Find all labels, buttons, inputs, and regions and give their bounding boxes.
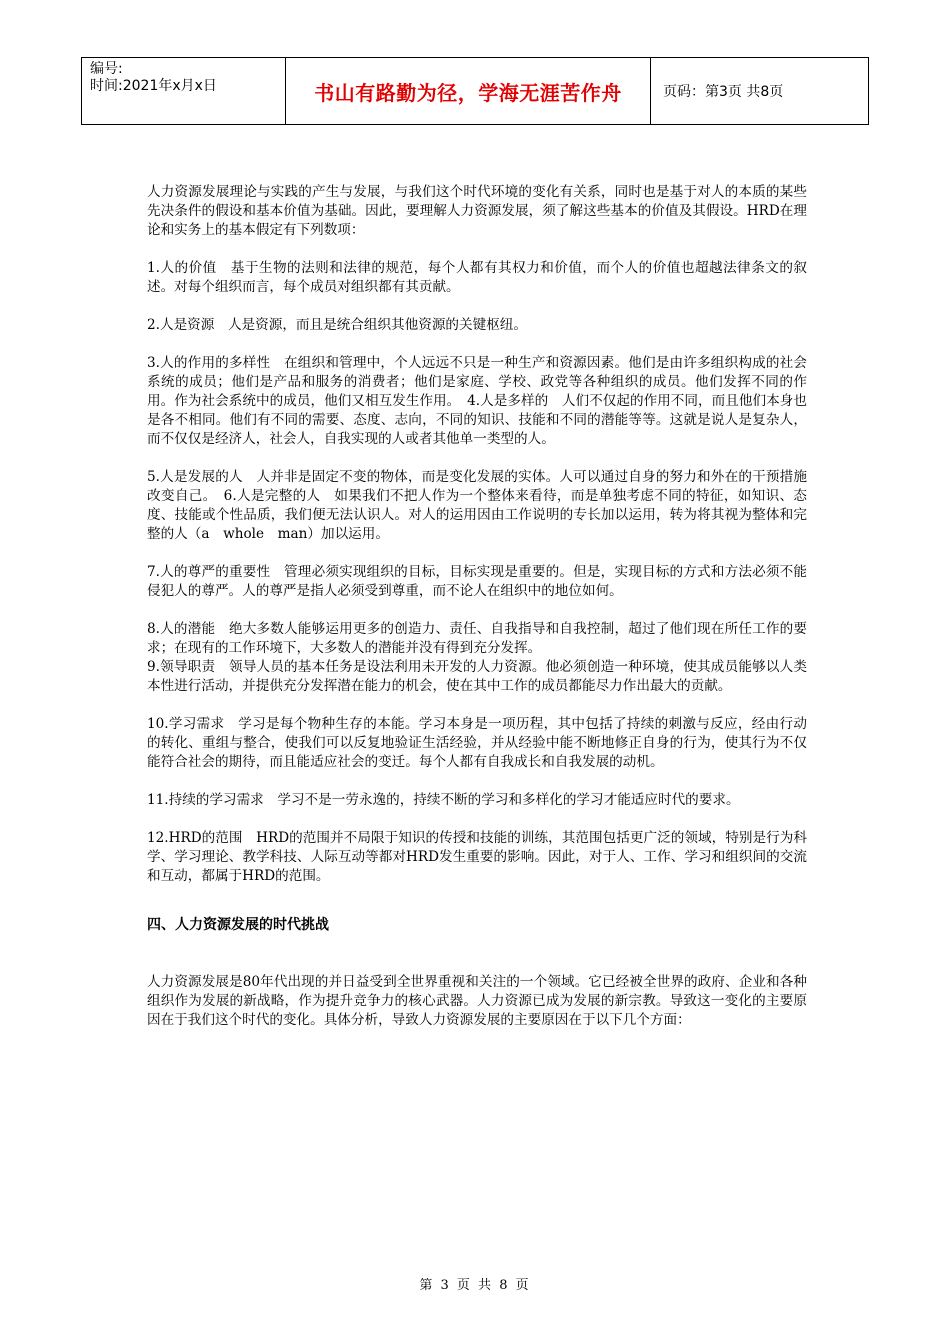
paragraph-item-1: 1.人的价值 基于生物的法则和法律的规范，每个人都有其权力和价值，而个人的价值也超越法律条文的叙述。对每个组织而言，每个成员对组织都有其贡献。 (147, 260, 807, 295)
paragraph-item-3-4: 3.人的作用的多样性 在组织和管理中，个人远远不只是一种生产和资源因素。他们是由许多组织构成的社会系统的成员；他们是产品和服务的消费者；他们是家庭、学校、政党等各种组织的成员。他们发挥不同的作用。作为社会系统中的成员，他们又相互发生作用。 4.人是多样的 人们不仅起的作用不同，而且他们本身也是各不相同。他们有不同的需要、态度、志向，不同的知识、技能和不同的潜能等等。这就是说人是复杂人，而不仅仅是经济人，社会人，自我实现的人或者其他单一类型的人。 (147, 355, 807, 447)
paragraph-item-12: 12.HRD的范围 HRD的范围并不局限于知识的传授和技能的训练，其范围包括更广泛的领域，特别是行为科学、学习理论、教学科技、人际互动等都对HRD发生重要的影响。因此，对于人、工作、学习和组织间的交流和互动，都属于HRD的范围。 (147, 830, 807, 884)
paragraph-intro: 人力资源发展理论与实践的产生与发展，与我们这个时代环境的变化有关系，同时也是基于对人的本质的某些先决条件的假设和基本价值为基础。因此，要理解人力资源发展，须了解这些基本的价值及其假设。HRD在理论和实务上的基本假定有下列数项： (147, 184, 807, 238)
paragraph-item-8: 8.人的潜能 绝大多数人能够运用更多的创造力、责任、自我指导和自我控制，超过了他们现在所任工作的要求；在现有的工作环境下，大多数人的潜能并没有得到充分发挥。 (147, 621, 807, 656)
paragraph-item-9: 9.领导职责 领导人员的基本任务是设法利用未开发的人力资源。他必须创造一种环境，使其成员能够以人类本性进行活动，并提供充分发挥潜在能力的机会，使在其中工作的成员都能尽力作出最大的贡献。 (147, 659, 807, 694)
header-meta (82, 58, 286, 124)
paragraph-item-10: 10.学习需求 学习是每个物种生存的本能。学习本身是一项历程，其中包括了持续的刺激与反应，经由行动的转化、重组与整合，使我们可以反复地验证生活经验，并从经验中能不断地修正自身的行为，使其行为不仅能符合社会的期待，而且能适应社会的变迁。每个人都有自我成长和自我发展的动机。 (147, 716, 807, 770)
paragraph-closing: 人力资源发展是80年代出现的并日益受到全世界重视和关注的一个领域。它已经被全世界的政府、企业和各种组织作为发展的新战略，作为提升竞争力的核心武器。人力资源已成为发展的新宗教。导致这一变化的主要原因在于我们这个时代的变化。具体分析，导致人力资源发展的主要原因在于以下几个方面： (147, 974, 807, 1028)
page-footer: 第 3 页 共 8 页 (419, 1278, 531, 1293)
header-motto: 书山有路勤为径，学海无涯苦作舟 (286, 58, 651, 124)
document-number-label: 编号: (90, 61, 123, 77)
section-heading: 四、人力资源发展的时代挑战 (147, 917, 329, 933)
paragraph-item-7: 7.人的尊严的重要性 管理必须实现组织的目标，目标实现是重要的。但是，实现目标的方式和方法必须不能侵犯人的尊严。人的尊严是指人必须受到尊重，而不论人在组织中的地位如何。 (147, 564, 807, 599)
header-page-info: 页码：第3页 共8页 (663, 84, 784, 100)
document-date: 时间:2021年x月x日 (90, 78, 217, 94)
document-body (147, 183, 807, 1049)
paragraph-item-2: 2.人是资源 人是资源，而且是统合组织其他资源的关键枢纽。 (147, 317, 527, 333)
paragraph-item-5-6: 5.人是发展的人 人并非是固定不变的物体，而是变化发展的实体。人可以通过自身的努力和外在的干预措施改变自己。 6.人是完整的人 如果我们不把人作为一个整体来看待，而是单独考虑不同的特征，如知识、态度、技能或个性品质，我们便无法认识人。对人的运用因由工作说明的专长加以运用，转为将其视为整体和完整的人（a whole man）加以运用。 (147, 469, 807, 542)
paragraph-item-11: 11.持续的学习需求 学习不是一劳永逸的，持续不断的学习和多样化的学习才能适应时代的要求。 (147, 792, 740, 808)
page-header (81, 57, 869, 125)
